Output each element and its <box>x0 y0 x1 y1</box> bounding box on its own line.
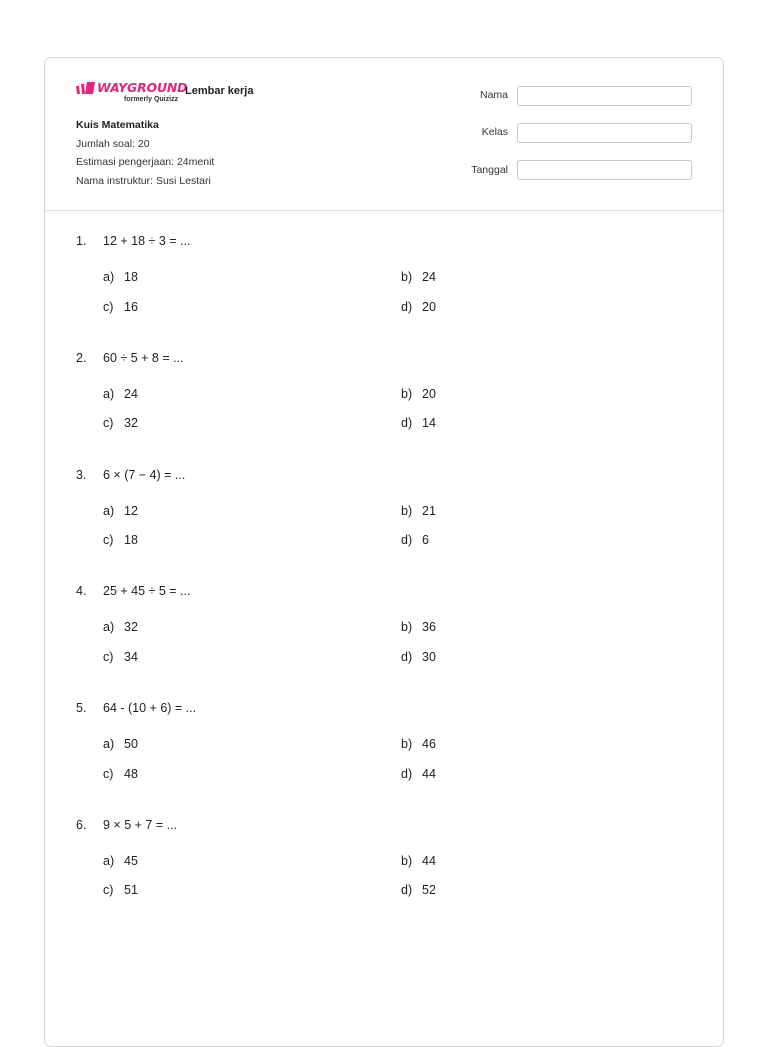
question-item <box>45 351 723 461</box>
logo-marks-icon <box>75 82 97 95</box>
logo-subtitle: formerly Quizizz <box>124 96 179 103</box>
option-a: a) 12 <box>103 504 138 518</box>
question-number: 6. <box>76 818 87 832</box>
wayground-logo <box>75 80 188 106</box>
question-item <box>45 584 723 694</box>
option-b: b) 36 <box>401 620 436 634</box>
question-number: 4. <box>76 584 87 598</box>
question-text: 9 × 5 + 7 = ... <box>103 818 178 832</box>
question-number: 3. <box>76 468 87 482</box>
option-d: d) 6 <box>401 533 429 547</box>
option-a: a) 32 <box>103 620 138 634</box>
name-field[interactable] <box>517 86 692 106</box>
option-d: d) 14 <box>401 416 436 430</box>
option-c: c) 32 <box>103 416 138 430</box>
worksheet-header <box>45 58 723 211</box>
date-field[interactable] <box>517 160 692 180</box>
question-item <box>45 468 723 578</box>
option-a: a) 50 <box>103 737 138 751</box>
question-number: 5. <box>76 701 87 715</box>
question-item <box>45 818 723 928</box>
question-text: 64 - (10 + 6) = ... <box>103 701 197 715</box>
option-c: c) 16 <box>103 300 138 314</box>
question-text: 60 ÷ 5 + 8 = ... <box>103 351 184 365</box>
option-c: c) 48 <box>103 767 138 781</box>
name-label: Nama <box>479 89 508 101</box>
instructor-name: Nama instruktur: Susi Lestari <box>76 174 211 187</box>
option-d: d) 30 <box>401 650 436 664</box>
date-label: Tanggal <box>471 164 508 176</box>
option-c: c) 34 <box>103 650 138 664</box>
class-field[interactable] <box>517 123 692 143</box>
option-c: c) 51 <box>103 883 138 897</box>
option-b: b) 20 <box>401 387 436 401</box>
option-b: b) 21 <box>401 504 436 518</box>
option-d: d) 52 <box>401 883 436 897</box>
option-d: d) 44 <box>401 767 436 781</box>
option-a: a) 45 <box>103 854 138 868</box>
document-type: Lembar kerja <box>185 85 254 97</box>
question-number: 1. <box>76 234 87 248</box>
time-estimate: Estimasi pengerjaan: 24menit <box>76 156 215 168</box>
option-a: a) 24 <box>103 387 138 401</box>
option-b: b) 44 <box>401 854 436 868</box>
question-count: Jumlah soal: 20 <box>76 137 150 150</box>
question-text: 6 × (7 − 4) = ... <box>103 468 186 482</box>
logo-wordmark: WAYGROUND <box>97 80 188 95</box>
quiz-meta <box>76 116 214 190</box>
worksheet-page <box>44 57 724 1047</box>
option-c: c) 18 <box>103 533 138 547</box>
question-item <box>45 701 723 811</box>
question-text: 12 + 18 ÷ 3 = ... <box>103 234 191 248</box>
option-a: a) 18 <box>103 270 138 284</box>
question-item <box>45 234 723 344</box>
class-label: Kelas <box>481 126 508 138</box>
option-d: d) 20 <box>401 300 436 314</box>
option-b: b) 24 <box>401 270 436 284</box>
question-number: 2. <box>76 351 87 365</box>
quiz-title: Kuis Matematika <box>76 119 159 131</box>
option-b: b) 46 <box>401 737 436 751</box>
question-text: 25 + 45 ÷ 5 = ... <box>103 584 191 598</box>
